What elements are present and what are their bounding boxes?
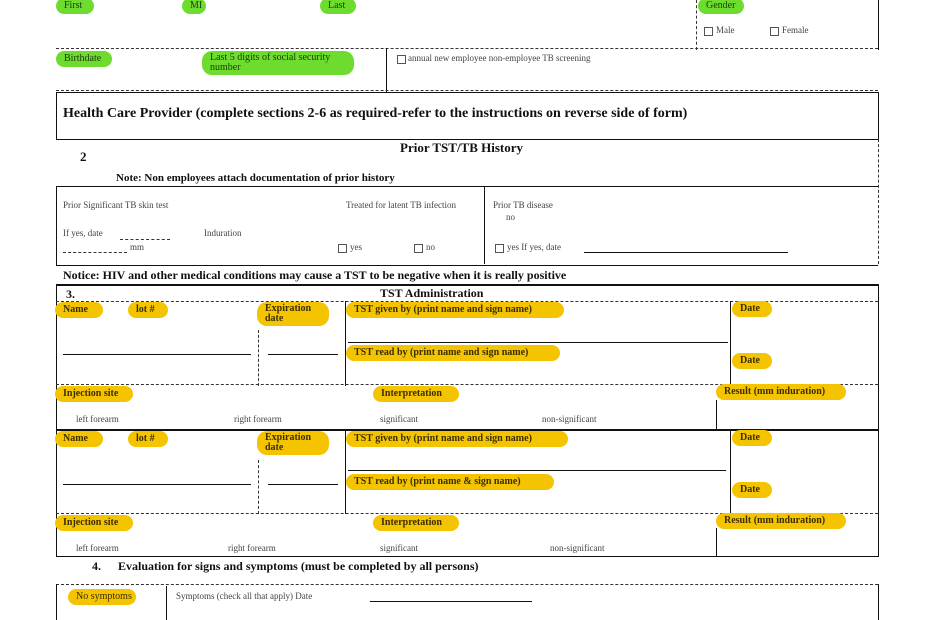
section-2-number: 2 [80, 149, 87, 164]
divider [166, 586, 167, 620]
divider [56, 92, 57, 140]
middle-initial-label: MI [182, 0, 206, 14]
section-3-title: TST Administration [380, 286, 484, 300]
hcp-heading: Health Care Provider (complete sections 2-6 as required-refer to the instructions on reverse side of form) [63, 106, 688, 121]
divider [386, 48, 387, 92]
annual-checkbox[interactable] [397, 55, 406, 64]
name-label: Name [55, 431, 103, 447]
date-read-label: Date [732, 353, 772, 369]
divider [120, 239, 170, 240]
date-given-label: Date [732, 301, 772, 317]
screening-type-label: annual new employee non-employee TB screening [408, 53, 591, 63]
injection-site-label: Injection site [55, 386, 133, 402]
section-4-number: 4. [92, 559, 101, 573]
divider [56, 186, 57, 266]
divider [258, 330, 259, 386]
divider [56, 186, 878, 187]
last-name-label: Last [320, 0, 356, 14]
name-input-line[interactable] [63, 484, 251, 485]
tst-read-by-label: TST read by (print name and sign name) [346, 345, 560, 361]
date-read-label: Date [732, 482, 772, 498]
significant-option[interactable]: significant [380, 543, 418, 553]
male-checkbox[interactable] [704, 27, 713, 36]
if-yes-date-label: If yes, date [63, 228, 103, 238]
expiration-date-label: Expiration date [257, 431, 329, 455]
hiv-notice: Notice: HIV and other medical conditions may cause a TST to be negative when it is really positive [63, 268, 567, 282]
significant-option[interactable]: significant [380, 414, 418, 424]
right-forearm-option[interactable]: right forearm [234, 414, 282, 424]
divider [730, 301, 731, 386]
prior-tb-yes-date-label: yes If yes, date [507, 242, 561, 252]
expiration-date-label: Expiration date [257, 302, 329, 326]
prior-tst-label: Prior Significant TB skin test [63, 200, 169, 210]
divider [56, 584, 878, 585]
divider [716, 528, 717, 556]
divider [63, 252, 127, 253]
treated-no-label: no [426, 242, 435, 252]
lot-label: lot # [128, 302, 168, 318]
non-significant-option[interactable]: non-significant [550, 543, 605, 553]
divider [878, 139, 879, 264]
expiration-input-line[interactable] [268, 354, 338, 355]
section-3-number: 3. [66, 287, 75, 301]
symptoms-label: Symptoms (check all that apply) Date [176, 591, 313, 601]
divider [878, 584, 879, 620]
treated-no-checkbox[interactable] [414, 244, 423, 253]
tst-given-by-label: TST given by (print name and sign name) [346, 431, 568, 447]
divider [878, 429, 879, 557]
left-forearm-option[interactable]: left forearm [76, 414, 119, 424]
date-given-label: Date [732, 430, 772, 446]
lot-label: lot # [128, 431, 168, 447]
divider [258, 460, 259, 514]
result-label: Result (mm induration) [716, 384, 846, 400]
tst-read-by-label: TST read by (print name & sign name) [346, 474, 554, 490]
induration-label: Induration [204, 228, 242, 238]
treated-yes-checkbox[interactable] [338, 244, 347, 253]
birthdate-label: Birthdate [56, 51, 112, 67]
result-label: Result (mm induration) [716, 513, 846, 529]
ssn-label: Last 5 digits of social security number [202, 51, 354, 75]
tst-given-signature-line[interactable] [348, 470, 726, 471]
divider [56, 556, 878, 557]
female-option-label: Female [782, 25, 809, 35]
right-forearm-option[interactable]: right forearm [228, 543, 276, 553]
mm-unit-label: mm [130, 242, 145, 252]
prior-tb-no-label: no [506, 212, 515, 222]
tst-given-signature-line[interactable] [348, 342, 728, 343]
injection-site-label: Injection site [55, 515, 133, 531]
male-option-label: Male [716, 25, 735, 35]
divider [696, 0, 697, 50]
divider [56, 48, 878, 49]
section-4-title: Evaluation for signs and symptoms (must be completed by all persons) [118, 559, 479, 573]
treated-yes-label: yes [350, 242, 362, 252]
divider [56, 584, 57, 620]
section-2-title: Prior TST/TB History [400, 140, 524, 155]
divider [56, 265, 878, 266]
female-checkbox[interactable] [770, 27, 779, 36]
expiration-input-line[interactable] [268, 484, 338, 485]
name-input-line[interactable] [63, 354, 251, 355]
first-name-label: First [56, 0, 94, 14]
tst-given-by-label: TST given by (print name and sign name) [346, 302, 564, 318]
divider [345, 430, 346, 514]
divider [730, 430, 731, 514]
no-symptoms-label[interactable]: No symptoms [68, 589, 136, 605]
section-2-note: Note: Non employees attach documentation of prior history [116, 172, 395, 184]
symptoms-date-line[interactable] [370, 601, 532, 602]
divider [56, 429, 57, 557]
gender-label: Gender [698, 0, 744, 14]
interpretation-label: Interpretation [373, 515, 459, 531]
divider [878, 284, 879, 429]
name-label: Name [55, 302, 103, 318]
divider [484, 186, 485, 264]
divider [345, 301, 346, 386]
non-significant-option[interactable]: non-significant [542, 414, 597, 424]
prior-tb-yes-checkbox[interactable] [495, 244, 504, 253]
divider [716, 400, 717, 430]
divider [878, 0, 879, 50]
interpretation-label: Interpretation [373, 386, 459, 402]
prior-tb-disease-label: Prior TB disease [493, 200, 553, 210]
prior-tb-date-line[interactable] [584, 252, 788, 253]
left-forearm-option[interactable]: left forearm [76, 543, 119, 553]
divider [56, 92, 878, 93]
divider [878, 92, 879, 140]
divider [56, 90, 878, 91]
treated-ltbi-label: Treated for latent TB infection [346, 200, 456, 210]
